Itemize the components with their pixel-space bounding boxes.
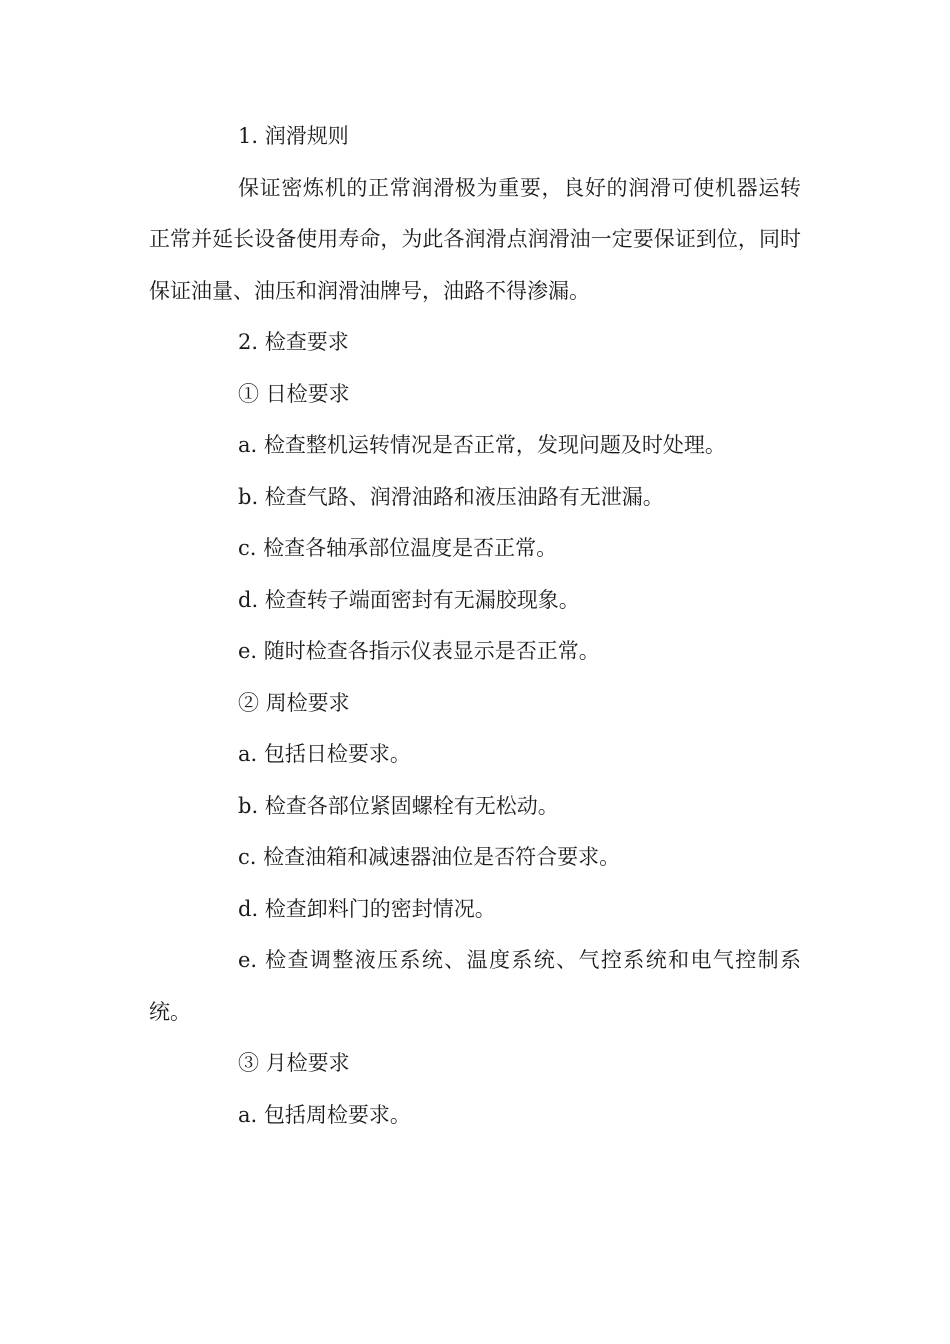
subheading-text: ③ 月检要求 [238,1051,350,1075]
subheading-text: ① 日检要求 [238,381,350,406]
list-item-monthly-a [149,1090,801,1142]
list-item-weekly-c [149,832,801,884]
list-item-daily-c [149,523,801,575]
paragraph-lubrication-body [149,163,801,318]
subheading-weekly-check [149,678,801,730]
list-item-text: b. 检查气路、润滑油路和液压油路有无泄漏。 [238,484,664,509]
list-item-text: d. 检查转子端面密封有无漏胶现象。 [238,587,580,612]
list-item-weekly-a [149,729,801,781]
list-item-daily-e [149,626,801,678]
document-page [149,111,801,1141]
list-item-text: a. 检查整机运转情况是否正常，发现问题及时处理。 [238,433,726,457]
subheading-text: ② 周检要求 [238,690,350,715]
subheading-daily-check [149,369,801,421]
list-item-text: c. 检查油箱和减速器油位是否符合要求。 [238,845,621,869]
list-item-weekly-e [149,935,801,1038]
list-item-weekly-b [149,781,801,833]
list-item-text: c. 检查各轴承部位温度是否正常。 [238,536,558,560]
heading-text: 2. 检查要求 [238,330,349,354]
subheading-monthly-check [149,1038,801,1090]
list-item-daily-a [149,420,801,472]
list-item-text: d. 检查卸料门的密封情况。 [238,896,496,921]
list-item-weekly-d [149,884,801,936]
heading-inspection-requirements [149,317,801,369]
list-item-text: a. 包括日检要求。 [238,742,411,766]
list-item-text: a. 包括周检要求。 [238,1102,411,1127]
heading-lubrication-rules [149,111,801,163]
list-item-daily-b [149,472,801,524]
paragraph-text: 保证密炼机的正常润滑极为重要，良好的润滑可使机器运转正常并延长设备使用寿命，为此各润滑点润滑油一定要保证到位，同时保证油量、油压和润滑油牌号，油路不得渗漏。 [149,175,801,303]
heading-text: 1. 润滑规则 [238,124,349,148]
list-item-text: e. 随时检查各指示仪表显示是否正常。 [238,639,600,663]
list-item-text: b. 检查各部位紧固螺栓有无松动。 [238,793,559,818]
list-item-text: e. 检查调整液压系统、温度系统、气控系统和电气控制系统。 [149,948,801,1024]
list-item-daily-d [149,575,801,627]
